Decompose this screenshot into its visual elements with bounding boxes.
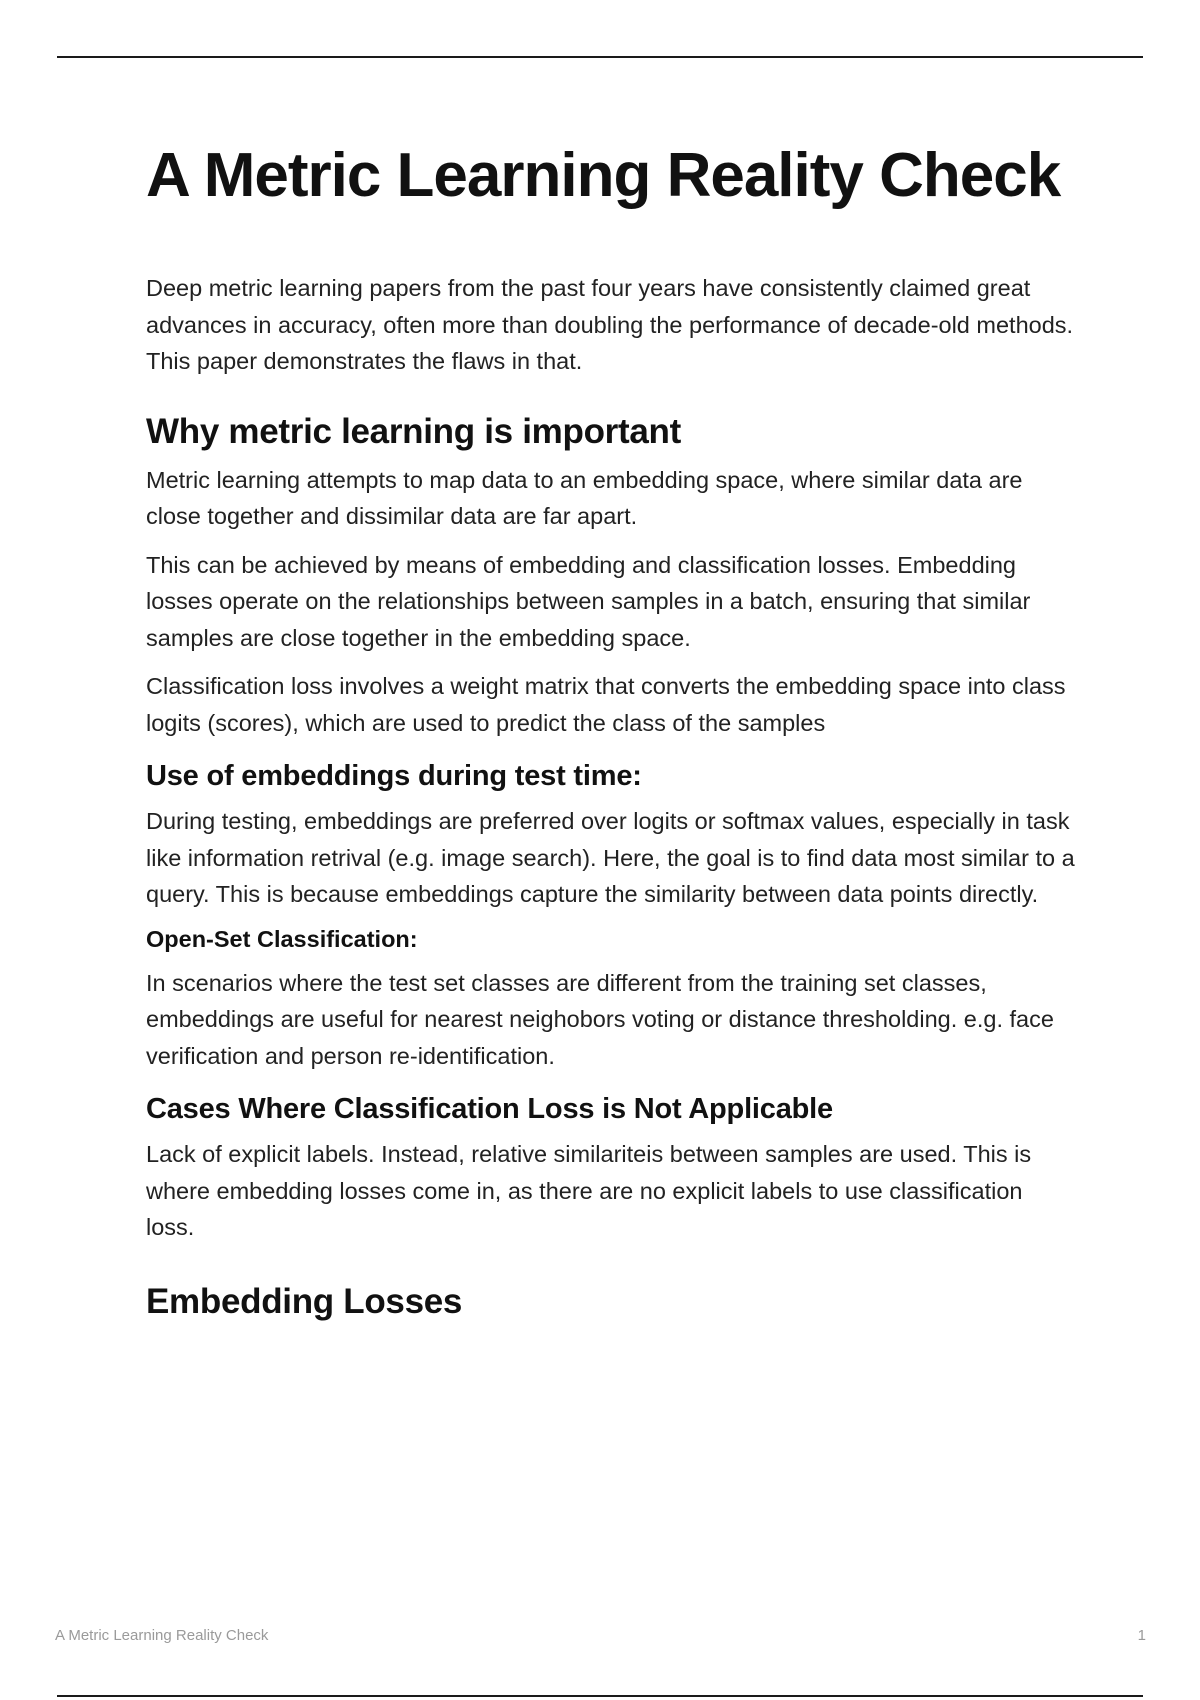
top-rule xyxy=(57,56,1143,58)
subsection-heading-open-set: Open-Set Classification: xyxy=(146,925,418,952)
footer-page-number: 1 xyxy=(1137,1627,1146,1644)
document-body xyxy=(146,140,1076,1324)
paragraph: This can be achieved by means of embedding and classification losses. Embedding losses operate on the relationships between samples in a batch, ensuring that similar samples are close together in the embedding space. xyxy=(146,551,1031,651)
footer-document-title: A Metric Learning Reality Check xyxy=(55,1627,269,1644)
document-title: A Metric Learning Reality Check xyxy=(146,141,1061,210)
section-heading-classification-not-applicable: Cases Where Classification Loss is Not Applicable xyxy=(146,1093,833,1125)
paragraph: During testing, embeddings are preferred over logits or softmax values, especially in task like information retrival (e.g. image search). Here, the goal is to find data most similar to a query. This is because embeddings capture the similarity between data points directly. xyxy=(146,808,1075,907)
bottom-rule xyxy=(57,1695,1143,1697)
section-heading-test-time: Use of embeddings during test time: xyxy=(146,760,642,792)
paragraph: Classification loss involves a weight matrix that converts the embedding space into class logits (scores), which are used to predict the class of the samples xyxy=(146,673,1066,736)
section-heading-embedding-losses: Embedding Losses xyxy=(146,1281,463,1321)
section-heading-why-metric-learning: Why metric learning is important xyxy=(146,411,681,451)
paragraph: In scenarios where the test set classes are different from the training set classes, embeddings are useful for nearest neighobors voting or distance thresholding. e.g. face verification and person re-identification. xyxy=(146,969,1054,1069)
paragraph: Metric learning attempts to map data to an embedding space, where similar data are close together and dissimilar data are far apart. xyxy=(146,466,1023,529)
intro-paragraph: Deep metric learning papers from the past four years have consistently claimed great advances in accuracy, often more than doubling the performance of decade-old methods. This paper demonstrates the flaws in that. xyxy=(146,275,1074,374)
paragraph: Lack of explicit labels. Instead, relative similariteis between samples are used. This is where embedding losses come in, as there are no explicit labels to use classification loss. xyxy=(146,1141,1032,1240)
